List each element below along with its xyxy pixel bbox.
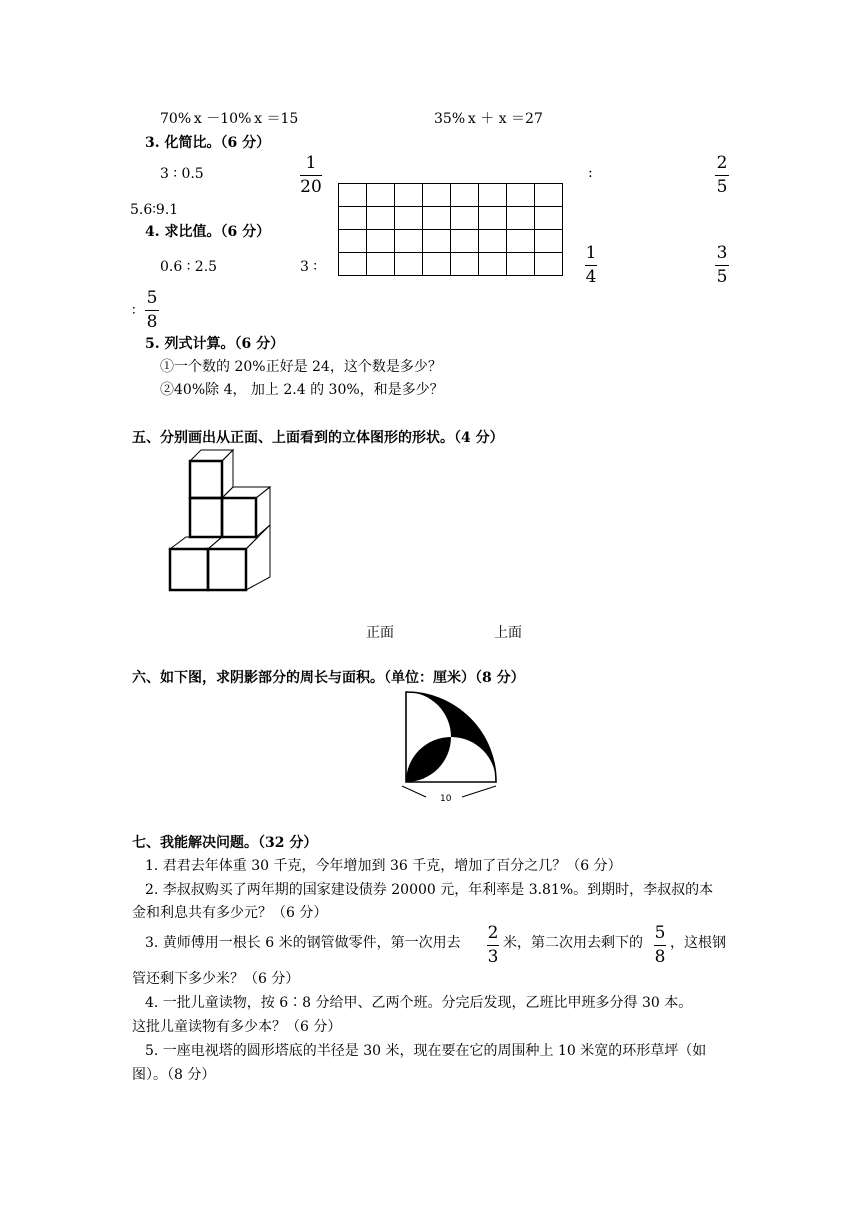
label-front-view: 正面 [366, 625, 394, 641]
ratio-0-6-2-5: 0.6 ∶ 2.5 [160, 259, 218, 275]
fraction-5-8-b: 5 8 [654, 923, 666, 967]
section-5-title: 5. 列式计算。（6 分） [145, 336, 285, 352]
fraction-2-3: 2 3 [487, 923, 499, 967]
section-4-title: 4. 求比值。（6 分） [145, 224, 271, 240]
equation-1: 70% x －10% x ＝15 [160, 111, 299, 127]
problem-4-line-2: 这批儿童读物有多少本？（6 分） [132, 1019, 342, 1035]
fraction-5-8: 5 8 [146, 288, 158, 332]
problem-2-line-1: 2. 李叔叔购买了两年期的国家建设债券 20000 元，年利率是 3.81%。到期时，李叔叔的本 [145, 882, 714, 898]
problem-2-line-2: 金和利息共有多少元？（6 分） [132, 905, 328, 921]
colon-b: ∶ [132, 303, 136, 319]
question-5-2: ②40%除 4， 加上 2.4 的 30%，和是多少？ [160, 382, 444, 398]
shaded-region-figure [398, 690, 506, 808]
section-3-title: 3. 化简比。（6 分） [145, 135, 271, 151]
colon-a: : [588, 165, 593, 181]
cube-stack-figure [166, 445, 281, 595]
grid-table [338, 183, 563, 276]
problem-3-part-c: ，这根钢 [670, 935, 726, 951]
part-5-title: 五、分别画出从正面、上面看到的立体图形的形状。（4 分） [132, 430, 504, 446]
problem-3-part-a: 3. 黄师傅用一根长 6 米的钢管做零件，第一次用去 [145, 935, 461, 951]
dimension-label: 10 [440, 794, 452, 804]
part-6-title: 六、如下图，求阴影部分的周长与面积。（单位：厘米）（8 分） [132, 670, 525, 686]
problem-3-part-b: 米，第二次用去剩下的 [503, 935, 643, 951]
label-top-view: 上面 [494, 625, 522, 641]
fraction-2-5: 2 5 [716, 153, 728, 197]
problem-1: 1. 君君去年体重 30 千克，今年增加到 36 千克，增加了百分之几？（6 分） [145, 858, 622, 874]
ratio-3: 3 ∶ [300, 259, 318, 275]
fraction-1-20: 1 20 [300, 153, 322, 197]
ratio-3-1: 3 ∶ 0.5 [160, 166, 204, 182]
equation-2: 35% x ＋ x ＝27 [434, 111, 543, 127]
problem-3-line-2: 管还剩下多少米？（6 分） [132, 971, 300, 987]
problem-5-line-2: 图）。（8 分） [132, 1067, 216, 1083]
part-7-title: 七、我能解决问题。（32 分） [132, 835, 318, 851]
ratio-5-6-9-1: 5.6∶9.1 [130, 202, 179, 218]
problem-4-line-1: 4. 一批儿童读物，按 6∶8 分给甲、乙两个班。分完后发现，乙班比甲班多分得 30 本。 [145, 995, 693, 1011]
problem-5-line-1: 5. 一座电视塔的圆形塔底的半径是 30 米，现在要在它的周围种上 10 米宽的环形草坪（如 [145, 1043, 707, 1059]
question-5-1: ①一个数的 20%正好是 24，这个数是多少？ [160, 359, 442, 375]
fraction-1-4: 1 4 [585, 243, 597, 287]
fraction-3-5: 3 5 [716, 243, 728, 287]
